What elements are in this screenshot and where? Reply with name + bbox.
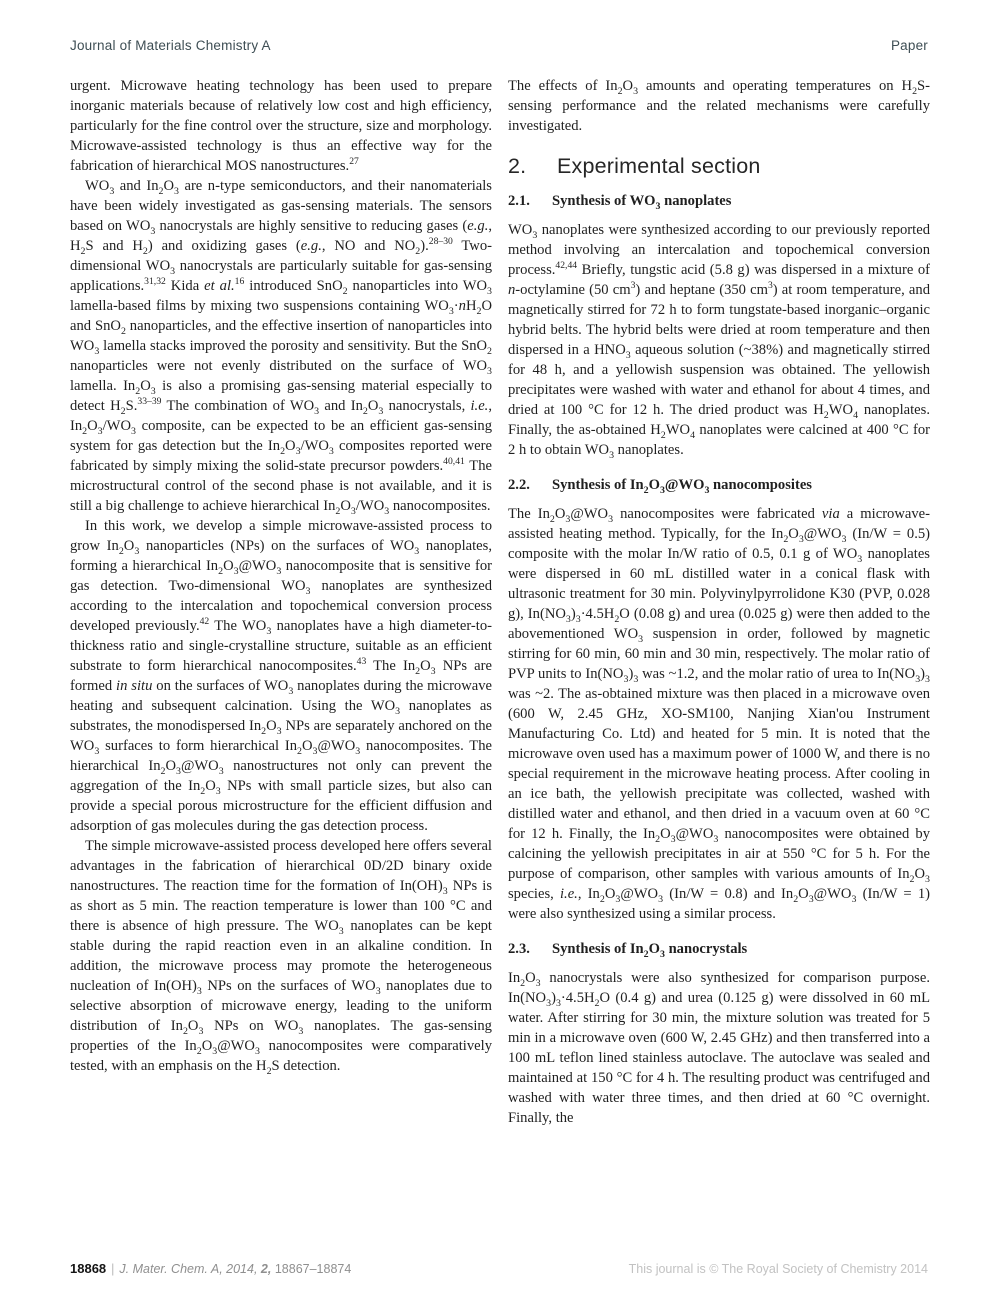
paragraph: The effects of $In_2O_3$ amounts and operating temperatures on $H_2S$-sensing performance and the related mechanisms were carefully investigated.	[508, 78, 930, 134]
citation-journal: J. Mater. Chem. A,	[119, 1262, 223, 1276]
subsection-number: 2.3.	[508, 941, 530, 957]
subsection-number: 2.1.	[508, 193, 530, 209]
subsection-heading	[508, 191, 930, 211]
subsection-title: Synthesis of $In_2O_3@WO_3$ nanocomposites	[552, 477, 812, 496]
paragraph: The $In_2O_3@WO_3$ nanocomposites were fabricated via a microwave-assisted heating method. Typically, for the $In_2O_3@WO_3$ (In/W = 0.5) composite with the molar In/W ratio of 0.5, 0.1 g of $WO_3$ nanoplates were dispersed in 60 mL distilled water in a conical flask with ultrasonic treatment for 30 min. Polyvinylpyrrolidone K30 (PVP, 0.028 g), $In(NO_3)_3\cdot 4.5H_2O$ (0.08 g) and urea (0.025 g) were then added to the abovementioned $WO_3$ suspension in order, followed by magnetic stirring for 60 min, 60 min and 30 min, respectively. The molar ratio of PVP units to $In(NO_3)_3$ was ~1.2, and the molar ratio of urea to $In(NO_3)_3$ was ~2. The as-obtained mixture was then placed in a microwave oven (600 W, 2.45 GHz, XO-SM100, Nanjing Xian'ou Instrument Manufacturing Co. Ltd) and heated for 5 min. It is noted that the microwave oven used has a maximum power of 1000 W, and there is no special requirement in the microwave heating process. After cooling in an ice bath, the yellowish precipitate was collected, washed with distilled water and ethanol, and then dried in a vacuum oven at 60 °C for 12 h. Finally, the $In_2O_3@WO_3$ nanocomposites were obtained by calcining the yellowish precipitates in air at 550 °C for 5 h. For the purpose of comparison, other samples with various amounts of $In_2O_3$ species, i.e., $In_2O_3@WO_3$ (In/W = 0.8) and $In_2O_3@WO_3$ (In/W = 1) were also synthesized using a similar process.	[508, 506, 930, 922]
footer-separator: |	[111, 1262, 115, 1276]
running-header	[70, 38, 928, 53]
right-column	[508, 76, 930, 1244]
subsection-heading	[508, 475, 930, 495]
subsection-number: 2.2.	[508, 477, 530, 493]
page-number: 18868	[70, 1261, 107, 1276]
citation-pages: 18867–18874	[274, 1262, 352, 1276]
article-type-label: Paper	[890, 38, 928, 53]
paragraph: $WO_3$ nanoplates were synthesized according to our previously reported method involving an intercalation and topochemical conversion process.$^{42,44}$ Briefly, tungstic acid (5.8 g) was dispersed in a mixture of n-octylamine (50 $cm^3$) and heptane (350 $cm^3$) at room temperature, and magnetically stirred for 72 h to form tungstate-based inorganic–organic hybrid belts. The hybrid belts were dried at room temperature and then dispersed in a $HNO_3$ aqueous solution (~38%) and magnetically stirred for 48 h, and a yellowish suspension was obtained. The yellowish precipitates were washed with water and ethanol for about 4 times, and dried at 100 °C for 12 h. The dried product was $H_2WO_4$ nanoplates. Finally, the as-obtained $H_2WO_4$ nanoplates were calcined at 400 °C for 2 h to obtain $WO_3$ nanoplates.	[508, 222, 930, 461]
copyright-notice: This journal is © The Royal Society of Chemistry 2014	[628, 1262, 928, 1276]
paragraph: The simple microwave-assisted process developed here offers several advantages in the fabrication of hierarchical 0D/2D binary oxide nanostructures. The reaction time for the formation of $In(OH)_3$ NPs is as short as 5 min. The reaction temperature is lower than 100 °C and there is absence of high pressure. The $WO_3$ nanoplates can be kept stable during the rapid reaction even in an alkaline condition. In addition, the microwave process may promote the heterogeneous nucleation of $In(OH)_3$ NPs on the surfaces of $WO_3$ nanoplates due to selective absorption of microwave energy, leading to the uniform distribution of $In_2O_3$ NPs on $WO_3$ nanoplates. The gas-sensing properties of the $In_2O_3@WO_3$ nanocomposites were comparatively tested, with an emphasis on the $H_2S$ detection.	[70, 838, 492, 1077]
paragraph: $In_2O_3$ nanocrystals were also synthesized for comparison purpose. $In(NO_3)_3\cdot 4.5H_2O$ (0.4 g) and urea (0.125 g) were dissolved in 60 mL water. After stirring for 30 min, the mixture solution was treated for 5 min in a microwave oven (600 W, 2.45 GHz) and then transferred into a 100 mL teflon lined stainless autoclave. The autoclave was sealed and maintained at 150 °C for 4 h. The resulting product was centrifuged and washed with water three times, and then dried at 60 °C overnight. Finally, the	[508, 970, 930, 1126]
paragraph: urgent. Microwave heating technology has been used to prepare inorganic materials because of relatively low cost and high efficiency, particularly for the fine control over the structure, size and morphology. Microwave-assisted technology is thus an effective way for the fabrication of hierarchical MOS nanostructures.$^{27}$	[70, 78, 492, 174]
article-body	[70, 76, 930, 1244]
subsection-title: Synthesis of $WO_3$ nanoplates	[552, 193, 732, 212]
subsection-heading	[508, 939, 930, 959]
journal-title: Journal of Materials Chemistry A	[70, 38, 271, 53]
left-column	[70, 76, 492, 1244]
footer-citation	[70, 1261, 351, 1276]
subsection-title: Synthesis of $In_2O_3$ nanocrystals	[552, 941, 748, 960]
section-heading	[508, 156, 930, 176]
citation-volume: 2,	[260, 1262, 272, 1276]
page-footer	[70, 1261, 928, 1276]
paragraph: $WO_3$ and $In_2O_3$ are n-type semiconductors, and their nanomaterials have been widely investigated as gas-sensing materials. The sensors based on $WO_3$ nanocrystals are highly sensitive to reducing gases (e.g., $H_2S$ and $H_2$) and oxidizing gases (e.g., NO and $NO_2).^{28-30}$ Two-dimensional $WO_3$ nanocrystals are particularly suitable for gas-sensing applications.$^{31,32}$ Kida et al.$^{16}$ introduced SnO$_2$ nanoparticles into $WO_3$ lamella-based films by mixing two suspensions containing $WO_3\cdot nH_2O$ and SnO$_2$ nanoparticles, and the effective insertion of nanoparticles into $WO_3$ lamella stacks improved the porosity and sensitivity. But the SnO$_2$ nanoparticles were not evenly distributed on the surface of $WO_3$ lamella. $In_2O_3$ is also a promising gas-sensing material especially to detect $H_2S.^{33-39}$ The combination of $WO_3$ and $In_2O_3$ nanocrystals, i.e., $In_2O_3/WO_3$ composite, can be expected to be an efficient gas-sensing system for gas detection but the $In_2O_3/WO_3$ composites reported were fabricated by simply mixing the solid-state precursor powders.$^{40,41}$ The microstructural control of the second phase is not available, and it is still a big challenge to achieve hierarchical $In_2O_3/WO_3$ nanocomposites.	[70, 178, 493, 517]
section-number: 2.	[508, 154, 527, 178]
citation-year: 2014,	[226, 1262, 258, 1276]
paragraph: In this work, we develop a simple microwave-assisted process to grow $In_2O_3$ nanoparticles (NPs) on the surfaces of $WO_3$ nanoplates, forming a hierarchical $In_2O_3@WO_3$ nanocomposite that is sensitive for gas detection. Two-dimensional $WO_3$ nanoplates are synthesized according to the intercalation and topochemical conversion process developed previously.$^{42}$ The $WO_3$ nanoplates have a high diameter-to-thickness ratio and single-crystalline structure, suitable as an efficient substrate to form hierarchical nanocomposites.$^{43}$ The $In_2O_3$ NPs are formed in situ on the surfaces of $WO_3$ nanoplates during the microwave heating and subsequent calcination. Using the $WO_3$ nanoplates as substrates, the monodispersed $In_2O_3$ NPs are separately anchored on the $WO_3$ surfaces to form hierarchical $In_2O_3@WO_3$ nanocomposites. The hierarchical $In_2O_3@WO_3$ nanostructures not only can prevent the aggregation of the $In_2O_3$ NPs with small particle sizes, but also can provide a special porous microstructure for the efficient diffusion and adsorption of gas molecules during the gas detection process.	[70, 518, 493, 834]
section-title: Experimental section	[557, 154, 761, 178]
